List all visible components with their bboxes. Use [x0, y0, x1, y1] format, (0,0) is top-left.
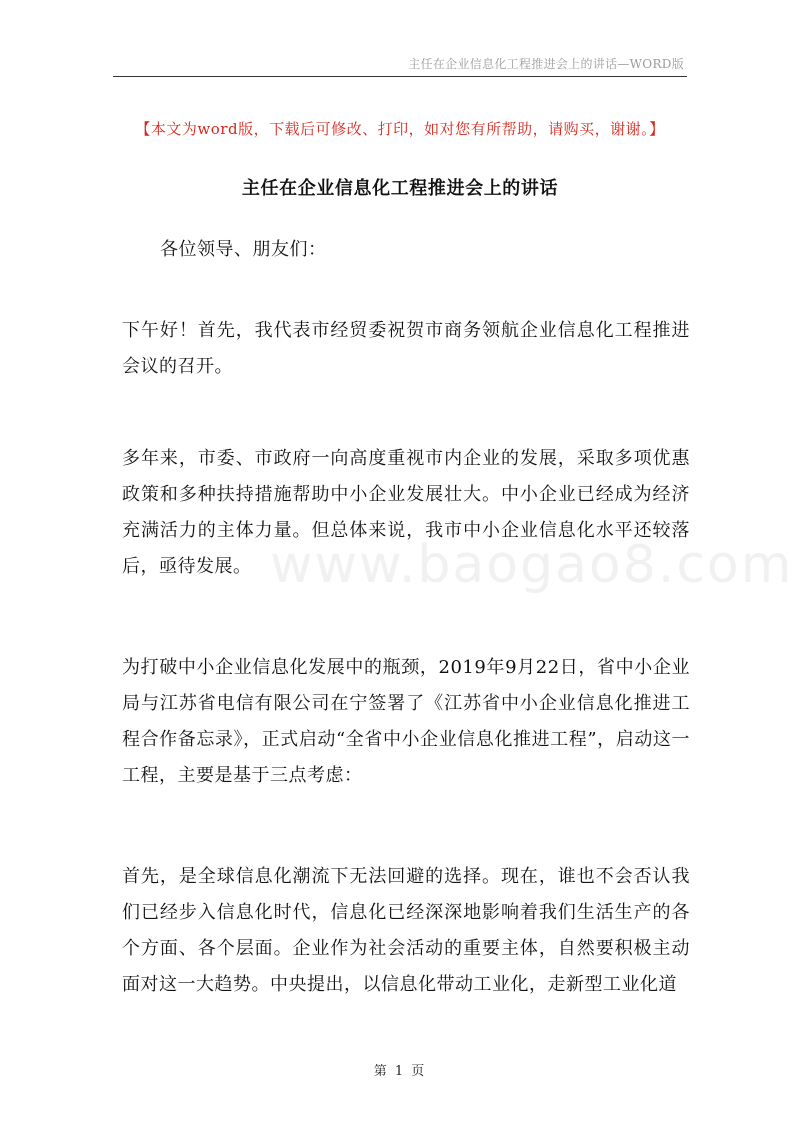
paragraph: 首先，是全球信息化潮流下无法回避的选择。现在，谁也不会否认我们已经步入信息化时代，信息化已经深深地影响着我们生活生产的各个方面、各个层面。企业作为社会活动的重要主体，自然要积极主动面对这一大趋势。中央提出，以信息化带动工业化，走新型工业化道	[122, 866, 690, 995]
running-header: 主任在企业信息化工程推进会上的讲话—WORD版	[408, 57, 684, 71]
greeting: 各位领导、朋友们：	[160, 239, 327, 260]
watermark: www.baogao8.com	[270, 535, 794, 595]
document-title: 主任在企业信息化工程推进会上的讲话	[241, 178, 559, 199]
page-number: 第 1 页	[373, 1064, 427, 1079]
download-notice: 【本文为word版，下载后可修改、打印，如对您有所帮助，请购买，谢谢。】	[135, 120, 665, 138]
paragraph: 多年来，市委、市政府一向高度重视市内企业的发展，采取多项优惠政策和多种扶持措施帮助中小企业发展壮大。中小企业已经成为经济充满活力的主体力量。但总体来说，我市中小企业信息化水平还较落后，亟待发展。	[122, 448, 690, 577]
paragraph: 下午好！首先，我代表市经贸委祝贺市商务领航企业信息化工程推进会议的召开。	[122, 320, 690, 377]
paragraph: 为打破中小企业信息化发展中的瓶颈，2019年9月22日，省中小企业局与江苏省电信有限公司在宁签署了《江苏省中小企业信息化推进工程合作备忘录》，正式启动“全省中小企业信息化推进工程”，启动这一工程，主要是基于三点考虑：	[122, 657, 690, 786]
header-divider	[113, 76, 687, 77]
